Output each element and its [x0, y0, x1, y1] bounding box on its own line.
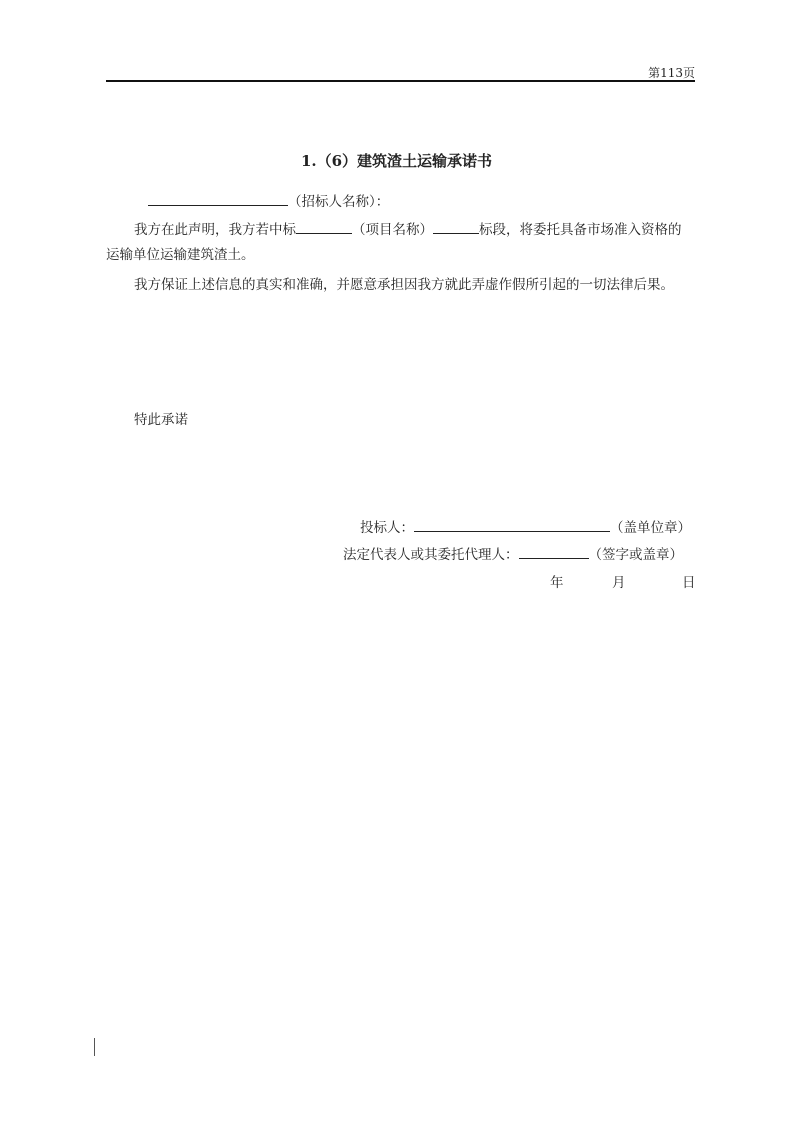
year-label: 年 [550, 575, 564, 591]
declaration-line-1 [134, 218, 682, 238]
section-blank [433, 221, 479, 234]
bidder-label: 投标人： [360, 520, 414, 536]
bidder-signature-line [360, 516, 691, 536]
tenderer-name-blank [148, 193, 288, 206]
addressee-suffix: （招标人名称）： [288, 194, 390, 210]
declaration-text-1: 我方在此声明，我方若中标 [134, 222, 296, 238]
declaration-text-2: （项目名称） [352, 222, 433, 238]
page-number: 第113页 [648, 66, 695, 80]
guarantee-paragraph: 我方保证上述信息的真实和准确，并愿意承担因我方就此弄虚作假所引起的一切法律后果。 [134, 277, 674, 293]
margin-mark [94, 1038, 95, 1056]
legal-rep-signature-line [343, 543, 683, 563]
declaration-text-3: 标段，将委托具备市场准入资格的 [479, 222, 682, 238]
legal-rep-blank [519, 546, 589, 559]
declaration-line-2: 运输单位运输建筑渣土。 [106, 247, 255, 263]
document-title: 1.（6）建筑渣土运输承诺书 [300, 152, 493, 170]
addressee-line [148, 190, 389, 210]
day-label: 日 [682, 575, 696, 591]
project-name-blank [296, 221, 352, 234]
legal-rep-note: （签字或盖章） [588, 547, 683, 563]
legal-rep-label: 法定代表人或其委托代理人： [343, 547, 519, 563]
bidder-note: （盖单位章） [610, 520, 691, 536]
month-label: 月 [612, 575, 626, 591]
header-rule [106, 80, 695, 82]
bidder-blank [414, 519, 610, 532]
closing-text: 特此承诺 [134, 412, 188, 428]
